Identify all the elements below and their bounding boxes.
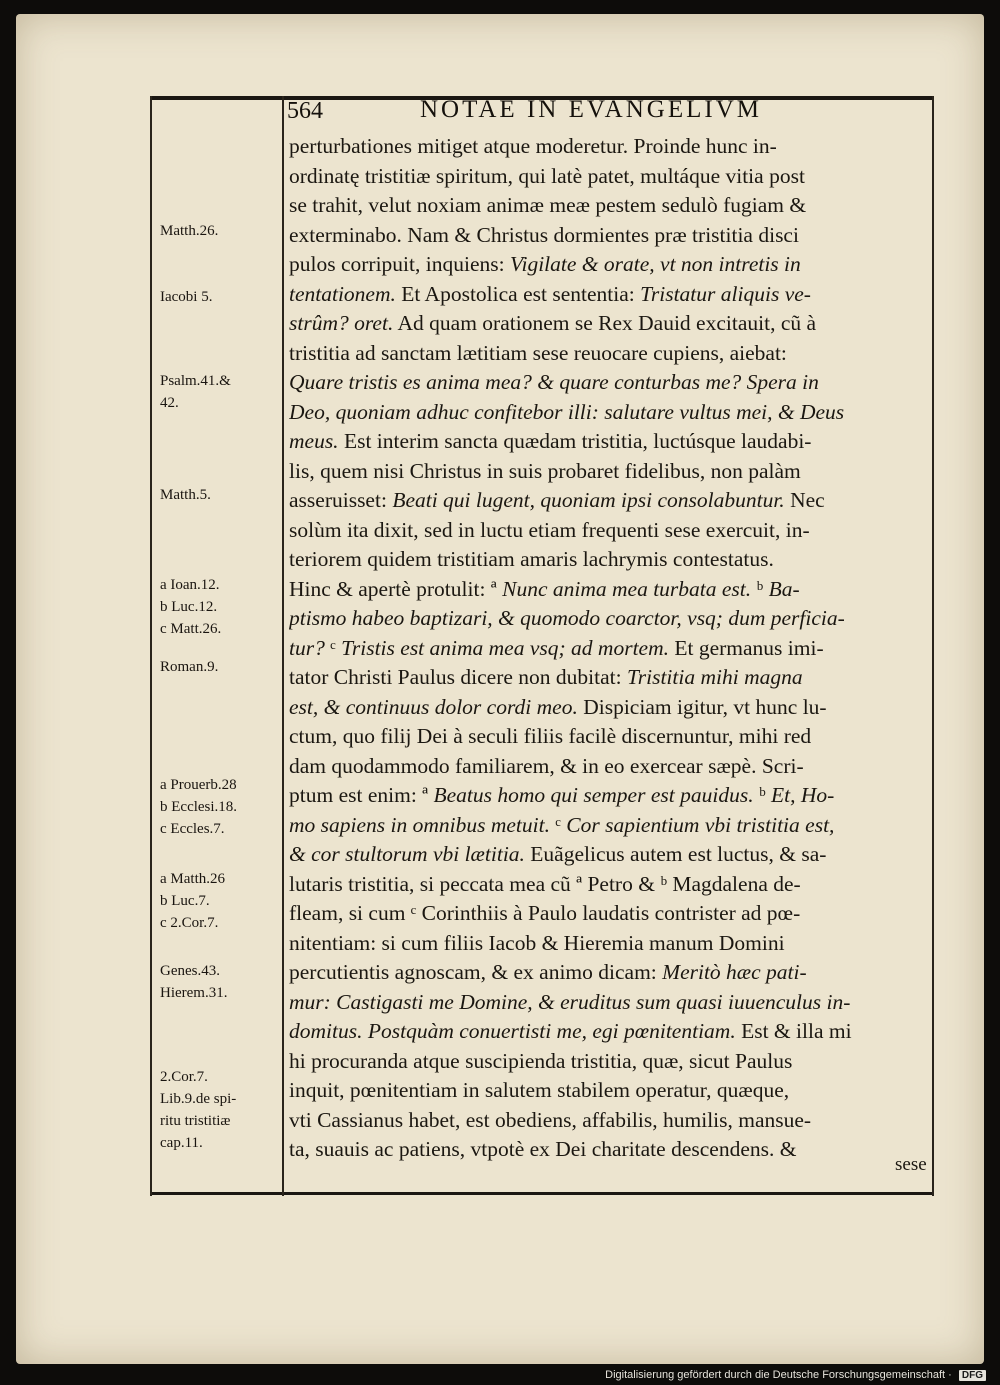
- text-segment: Tristitia mihi magna: [626, 665, 803, 689]
- text-segment: ptismo habeo baptizari, & quomodo coarctor, vsq; dum perficia-: [289, 606, 845, 630]
- margin-note: b Luc.12.: [160, 599, 218, 615]
- text-segment: exterminabo. Nam & Christus dormientes præ tristitia disci: [289, 222, 799, 247]
- text-line: [289, 870, 929, 900]
- margin-note: 42.: [160, 395, 179, 411]
- margin-note: Genes.43.: [160, 963, 220, 979]
- text-line: [289, 1106, 929, 1136]
- text-segment: Meritò hæc pati-: [662, 960, 807, 984]
- text-segment: Est & illa mi: [735, 1019, 852, 1043]
- text-segment: Ad quam orationem se Rex Dauid excitauit, cũ à: [393, 311, 817, 335]
- text-segment: & cor stultorum vbi lætitia.: [289, 842, 525, 866]
- text-line: [289, 781, 929, 811]
- text-segment: Euãgelicus autem est luctus, & sa-: [524, 842, 827, 866]
- text-segment: Est interim sancta quædam tristitia, luctúsque laudabi-: [338, 429, 812, 453]
- text-segment: Deo, quoniam adhuc confitebor illi: salutare vultus mei, & Deus: [289, 399, 845, 424]
- margin-divider-line: [282, 96, 284, 1196]
- dfg-logo: DFG: [959, 1370, 986, 1381]
- text-line: [289, 516, 929, 546]
- text-line: [289, 132, 929, 162]
- text-line: [289, 339, 929, 369]
- text-segment: vti Cassianus habet, est obediens, affabilis, humilis, mansue-: [289, 1107, 812, 1132]
- catchword: sese: [895, 1154, 927, 1175]
- digitization-footer: [605, 1369, 986, 1381]
- margin-note: ritu tristitiæ: [160, 1113, 231, 1129]
- text-segment: solùm ita dixit, sed in luctu etiam frequenti sese exercuit, in-: [289, 517, 810, 542]
- text-line: [289, 280, 929, 310]
- margin-note: Matth.5.: [160, 487, 211, 503]
- margin-note: a Ioan.12.: [160, 577, 220, 593]
- text-line: [289, 398, 929, 428]
- text-segment: strûm? oret.: [289, 311, 394, 335]
- text-segment: Et Apostolica est sententia:: [395, 281, 641, 306]
- text-line: [289, 162, 929, 192]
- text-line: [289, 722, 929, 752]
- text-segment: Dispiciam igitur, vt hunc lu-: [577, 694, 827, 719]
- right-border-line: [932, 96, 934, 1196]
- text-line: [289, 752, 929, 782]
- text-line: [289, 368, 929, 398]
- text-line: [289, 309, 929, 339]
- text-segment: se trahit, velut noxiam animæ meæ pestem sedulò fugiam &: [289, 193, 807, 217]
- text-segment: tator Christi Paulus dicere non dubitat:: [289, 665, 627, 689]
- text-segment: Tristatur aliquis ve-: [640, 281, 811, 306]
- text-line: [289, 221, 929, 251]
- text-segment: ᶜ: [324, 635, 342, 660]
- text-segment: ordinatę tristitiæ spiritum, qui latè patet, multáque vitia post: [289, 163, 805, 188]
- text-segment: inquit, pœnitentiam in salutem stabilem operatur, quæque,: [289, 1078, 790, 1102]
- text-line: [289, 1076, 929, 1106]
- text-segment: tur?: [289, 635, 325, 660]
- margin-note: Hierem.31.: [160, 985, 228, 1001]
- text-line: [289, 604, 929, 634]
- text-segment: nitentiam: si cum filiis Iacob & Hieremia manum Domini: [289, 930, 785, 955]
- text-segment: Vigilate & orate, vt non intretis in: [509, 252, 801, 276]
- text-segment: ptum est enim: ª: [289, 783, 434, 807]
- text-segment: percutientis agnoscam, & ex animo dicam:: [289, 960, 663, 984]
- text-segment: Beatus homo qui semper est pauidus.: [433, 783, 754, 807]
- body-text: [289, 132, 929, 1165]
- text-line: [289, 811, 929, 841]
- text-segment: Ba-: [768, 576, 800, 601]
- text-segment: Et germanus imi-: [668, 635, 824, 660]
- text-segment: lis, quem nisi Christus in suis probaret fidelibus, non palàm: [289, 458, 801, 483]
- margin-note: a Matth.26: [160, 871, 225, 887]
- running-title: NOTAE IN EVANGELIVM: [420, 96, 762, 123]
- text-line: [289, 1047, 929, 1077]
- text-segment: Et, Ho-: [770, 783, 835, 807]
- text-segment: est, & continuus dolor cordi meo.: [289, 694, 578, 719]
- footer-text: Digitalisierung gefördert durch die Deutsche Forschungsgemeinschaft ·: [605, 1369, 952, 1381]
- text-segment: mo sapiens in omnibus metuit.: [289, 812, 550, 837]
- text-line: [289, 958, 929, 988]
- text-segment: mur: Castigasti me Domine, & eruditus sum quasi iuuenculus in-: [289, 989, 851, 1014]
- margin-note: Iacobi 5.: [160, 289, 213, 305]
- text-line: [289, 486, 929, 516]
- margin-note: b Ecclesi.18.: [160, 799, 238, 815]
- margin-note: Lib.9.de spi-: [160, 1091, 237, 1107]
- text-segment: Tristis est anima mea vsq; ad mortem.: [341, 635, 669, 660]
- margin-note: cap.11.: [160, 1135, 203, 1151]
- text-segment: ta, suauis ac patiens, vtpotè ex Dei charitate descendens. &: [289, 1137, 797, 1161]
- bottom-rule: [152, 1192, 932, 1195]
- margin-left-line: [150, 96, 152, 1196]
- text-segment: Quare tristis es anima mea? & quare conturbas me? Spera in: [289, 370, 819, 394]
- text-line: [289, 634, 929, 664]
- margin-note: Psalm.41.&: [160, 373, 231, 389]
- text-segment: ctum, quo filij Dei à seculi filiis facilè discernuntur, mihi red: [289, 724, 812, 748]
- text-segment: pulos corripuit, inquiens:: [289, 252, 510, 276]
- text-segment: ᵇ: [753, 783, 771, 807]
- text-line: [289, 1017, 929, 1047]
- text-segment: meus.: [289, 429, 339, 453]
- text-line: [289, 663, 929, 693]
- text-segment: Hinc & apertè protulit: ª: [289, 576, 503, 601]
- margin-note: Matth.26.: [160, 223, 219, 239]
- text-line: [289, 1135, 929, 1165]
- text-line: [289, 840, 929, 870]
- text-line: [289, 575, 929, 605]
- text-segment: perturbationes mitiget atque moderetur. Proinde hunc in-: [289, 134, 777, 158]
- text-segment: tristitia ad sanctam lætitiam sese reuocare cupiens, aiebat:: [289, 340, 787, 365]
- margin-note: 2.Cor.7.: [160, 1069, 208, 1085]
- margin-note: b Luc.7.: [160, 893, 210, 909]
- text-segment: hi procuranda atque suscipienda tristitia, quæ, sicut Paulus: [289, 1048, 793, 1073]
- text-segment: asseruisset:: [289, 488, 393, 512]
- text-line: [289, 899, 929, 929]
- text-segment: ᶜ: [549, 812, 567, 837]
- text-segment: dam quodammodo familiarem, & in eo exercear sæpè. Scri-: [289, 753, 804, 778]
- text-segment: teriorem quidem tristitiam amaris lachrymis contestatus.: [289, 547, 774, 571]
- text-segment: domitus. Postquàm conuertisti me, egi pœnitentiam.: [289, 1019, 736, 1043]
- margin-note: a Prouerb.28: [160, 777, 237, 793]
- text-line: [289, 457, 929, 487]
- text-segment: tentationem.: [289, 281, 396, 306]
- margin-note: Roman.9.: [160, 659, 219, 675]
- text-segment: fleam, si cum ᶜ Corinthiis à Paulo laudatis contrister ad pœ-: [289, 901, 801, 925]
- text-line: [289, 988, 929, 1018]
- text-line: [289, 250, 929, 280]
- margin-note: c Eccles.7.: [160, 821, 225, 837]
- text-line: [289, 545, 929, 575]
- margin-note: c Matt.26.: [160, 621, 222, 637]
- text-segment: lutaris tristitia, si peccata mea cũ ª Petro & ᵇ Magdalena de-: [289, 871, 801, 896]
- text-segment: Cor sapientium vbi tristitia est,: [566, 812, 835, 837]
- text-segment: Beati qui lugent, quoniam ipsi consolabuntur.: [392, 488, 785, 512]
- text-segment: Nec: [784, 488, 825, 512]
- text-line: [289, 427, 929, 457]
- margin-note: c 2.Cor.7.: [160, 915, 219, 931]
- text-line: [289, 693, 929, 723]
- page-number: 564: [287, 98, 323, 124]
- text-segment: ᵇ: [751, 576, 769, 601]
- text-segment: Nunc anima mea turbata est.: [502, 576, 752, 601]
- text-line: [289, 191, 929, 221]
- text-line: [289, 929, 929, 959]
